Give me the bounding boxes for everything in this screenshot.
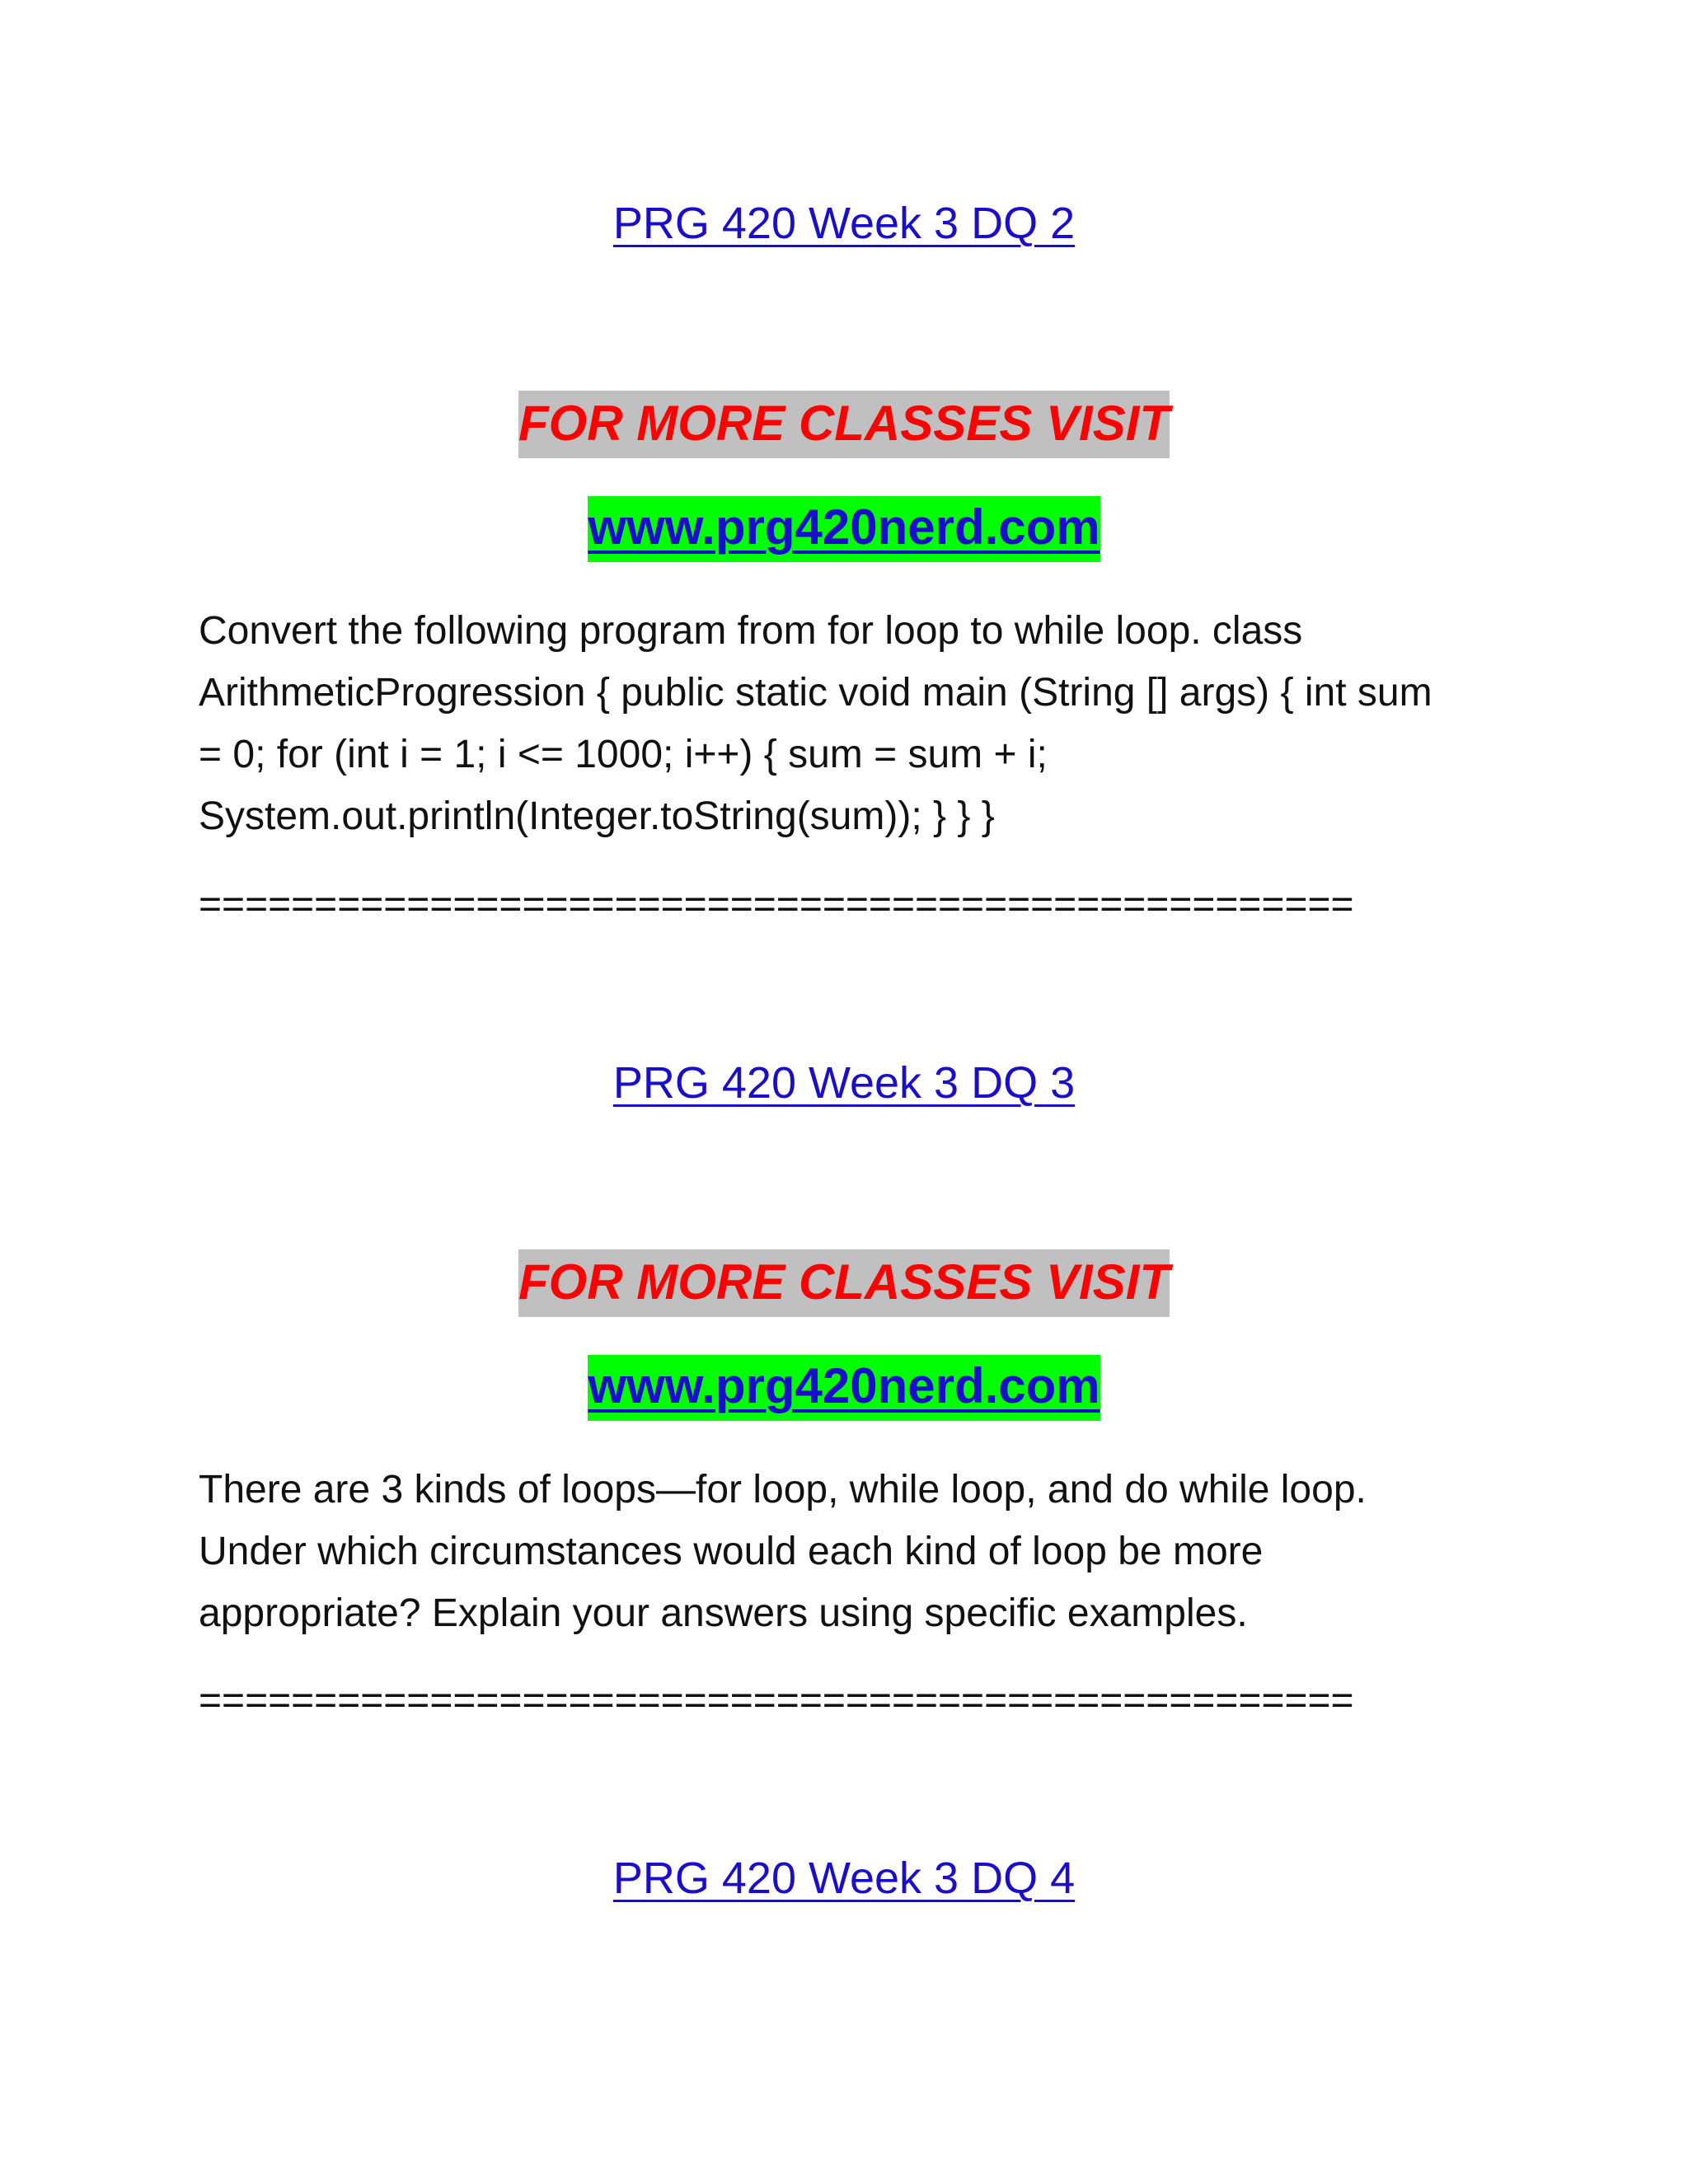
section-1-promo-banner: FOR MORE CLASSES VISIT — [518, 391, 1170, 458]
section-1-site-link[interactable]: www.prg420nerd.com — [588, 496, 1100, 562]
section-2-title-link[interactable]: PRG 420 Week 3 DQ 3 — [612, 1058, 1076, 1108]
section-2-separator: ================================================== — [199, 1679, 1354, 1722]
section-2-body — [199, 1459, 1517, 1644]
section-1-body-line: System.out.println(Integer.toString(sum)); } } } — [199, 794, 995, 838]
section-3-title-row — [0, 1853, 1688, 1904]
section-1-site-row — [0, 496, 1688, 562]
section-1-body — [199, 600, 1517, 847]
section-2-body-line: appropriate? Explain your answers using specific examples. — [199, 1591, 1248, 1635]
section-2-body-line: There are 3 kinds of loops—for loop, while loop, and do while loop. — [199, 1468, 1367, 1511]
section-2-body-line: Under which circumstances would each kind of loop be more — [199, 1530, 1264, 1573]
section-2-promo-row — [0, 1249, 1688, 1317]
section-1-body-line: Convert the following program from for loop to while loop. class — [199, 609, 1303, 653]
section-1-body-line: ArithmeticProgression { public static void main (String [] args) { int sum — [199, 671, 1432, 715]
section-2-title-row — [0, 1057, 1688, 1108]
section-1-separator: ================================================== — [199, 883, 1354, 926]
section-2-site-row — [0, 1355, 1688, 1421]
section-2-site-link[interactable]: www.prg420nerd.com — [588, 1355, 1100, 1421]
section-1-title-link[interactable]: PRG 420 Week 3 DQ 2 — [612, 199, 1076, 248]
section-2-promo-banner: FOR MORE CLASSES VISIT — [518, 1249, 1170, 1317]
section-1-body-line: = 0; for (int i = 1; i <= 1000; i++) { sum = sum + i; — [199, 733, 1048, 776]
section-3-title-link[interactable]: PRG 420 Week 3 DQ 4 — [612, 1854, 1076, 1903]
section-1-title-row — [0, 198, 1688, 249]
section-1-promo-row — [0, 391, 1688, 458]
